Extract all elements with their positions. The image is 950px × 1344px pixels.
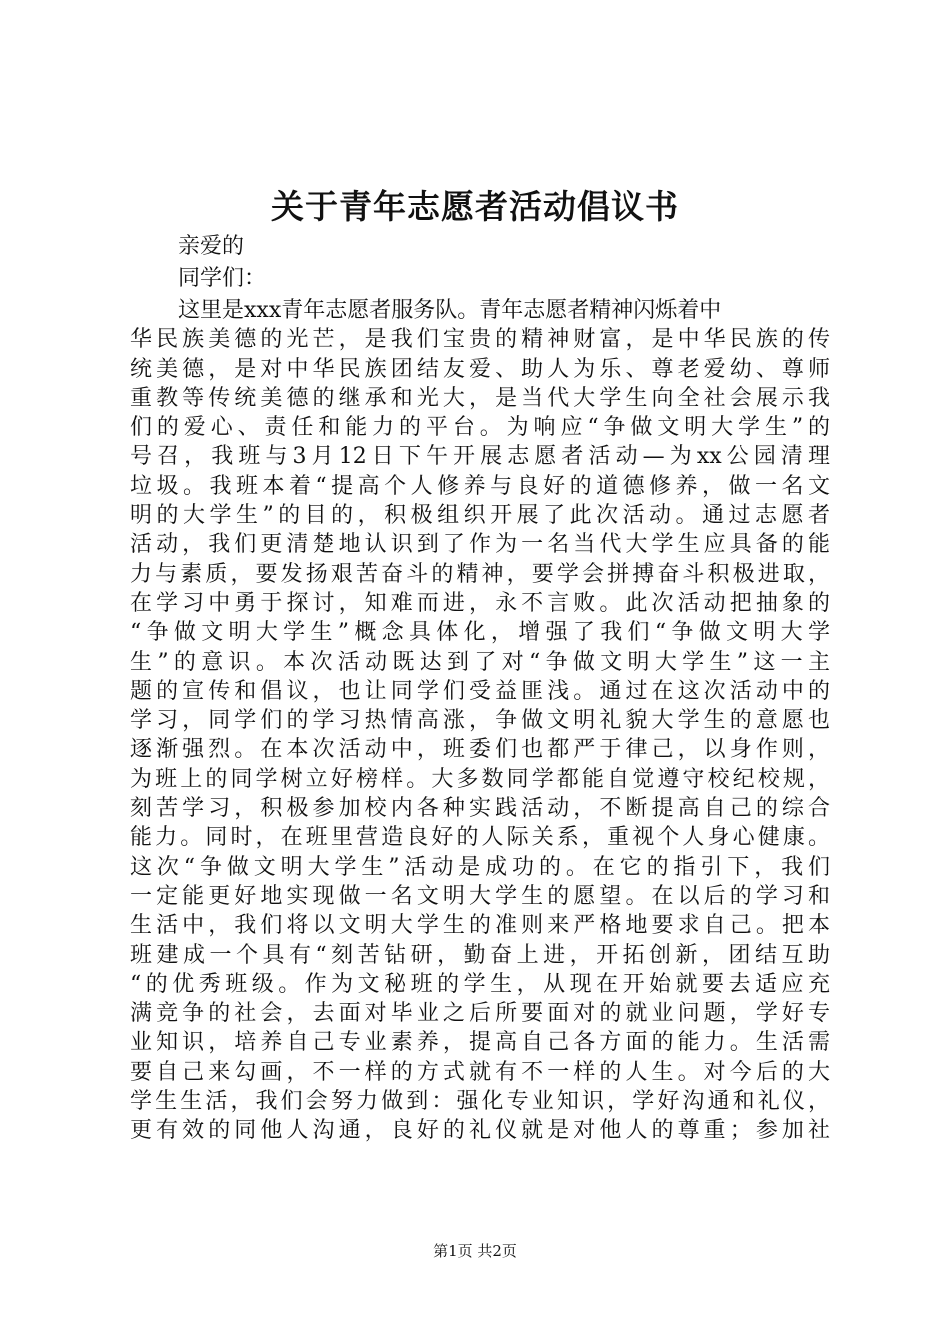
body-line: 刻苦学习，积极参加校内各种实践活动，不断提高自己的综合 <box>130 796 830 822</box>
body-line: 班建成一个具有“刻苦钻研，勤奋上进，开拓创新，团结互助 <box>130 942 830 968</box>
body-line: 重教等传统美德的继承和光大，是当代大学生向全社会展示我 <box>130 385 830 411</box>
body-line: 力与素质，要发扬艰苦奋斗的精神，要学会拼搏奋斗积极进取， <box>130 561 830 587</box>
body-line: “争做文明大学生”概念具体化，增强了我们“争做文明大学 <box>130 620 830 646</box>
body-line: 活动，我们更清楚地认识到了作为一名当代大学生应具备的能 <box>130 532 830 558</box>
body-line: 这次“争做文明大学生”活动是成功的。在它的指引下，我们 <box>130 854 830 880</box>
body-line: 更有效的同他人沟通，良好的礼仪就是对他人的尊重；参加社 <box>130 1118 830 1144</box>
body-line: 明的大学生”的目的，积极组织开展了此次活动。通过志愿者 <box>130 503 830 529</box>
salutation-line-2: 同学们： <box>178 266 267 291</box>
body-line: “的优秀班级。作为文秘班的学生，从现在开始就要去适应充 <box>130 971 830 997</box>
body-line: 题的宣传和倡议，也让同学们受益匪浅。通过在这次活动中的 <box>130 678 830 704</box>
body-line: 统美德，是对中华民族团结友爱、助人为乐、尊老爱幼、尊师 <box>130 356 830 382</box>
body-line: 要自己来勾画，不一样的方式就有不一样的人生。对今后的大 <box>130 1059 830 1085</box>
body-line: 在学习中勇于探讨，知难而进，永不言败。此次活动把抽象的 <box>130 590 830 616</box>
body-line: 逐渐强烈。在本次活动中，班委们也都严于律己，以身作则， <box>130 737 830 763</box>
page-number-footer: 第1页 共2页 <box>433 1242 517 1260</box>
body-line: 华民族美德的光芒，是我们宝贵的精神财富，是中华民族的传 <box>130 327 830 353</box>
body-line: 能力。同时，在班里营造良好的人际关系，重视个人身心健康。 <box>130 825 830 851</box>
body-paragraph <box>130 296 830 1146</box>
body-line: 业知识，培养自己专业素养，提高自己各方面的能力。生活需 <box>130 1030 830 1056</box>
body-line: 号召，我班与3月12日下午开展志愿者活动—为xx公园清理 <box>130 444 830 470</box>
body-line: 们的爱心、责任和能力的平台。为响应“争做文明大学生”的 <box>130 415 830 441</box>
body-line: 学生生活，我们会努力做到：强化专业知识，学好沟通和礼仪， <box>130 1089 830 1115</box>
body-line: 这里是xxx青年志愿者服务队。青年志愿者精神闪烁着中 <box>178 298 722 323</box>
body-line: 满竞争的社会，去面对毕业之后所要面对的就业问题，学好专 <box>130 1001 830 1027</box>
document-title: 关于青年志愿者活动倡议书 <box>271 187 679 226</box>
body-line: 生”的意识。本次活动既达到了对“争做文明大学生”这一主 <box>130 649 830 675</box>
body-line: 生活中，我们将以文明大学生的准则来严格地要求自己。把本 <box>130 913 830 939</box>
body-line: 一定能更好地实现做一名文明大学生的愿望。在以后的学习和 <box>130 883 830 909</box>
body-line: 学习，同学们的学习热情高涨，争做文明礼貌大学生的意愿也 <box>130 708 830 734</box>
body-line: 为班上的同学树立好榜样。大多数同学都能自觉遵守校纪校规， <box>130 766 830 792</box>
body-line: 垃圾。我班本着“提高个人修养与良好的道德修养，做一名文 <box>130 473 830 499</box>
salutation-line-1: 亲爱的 <box>178 234 245 259</box>
